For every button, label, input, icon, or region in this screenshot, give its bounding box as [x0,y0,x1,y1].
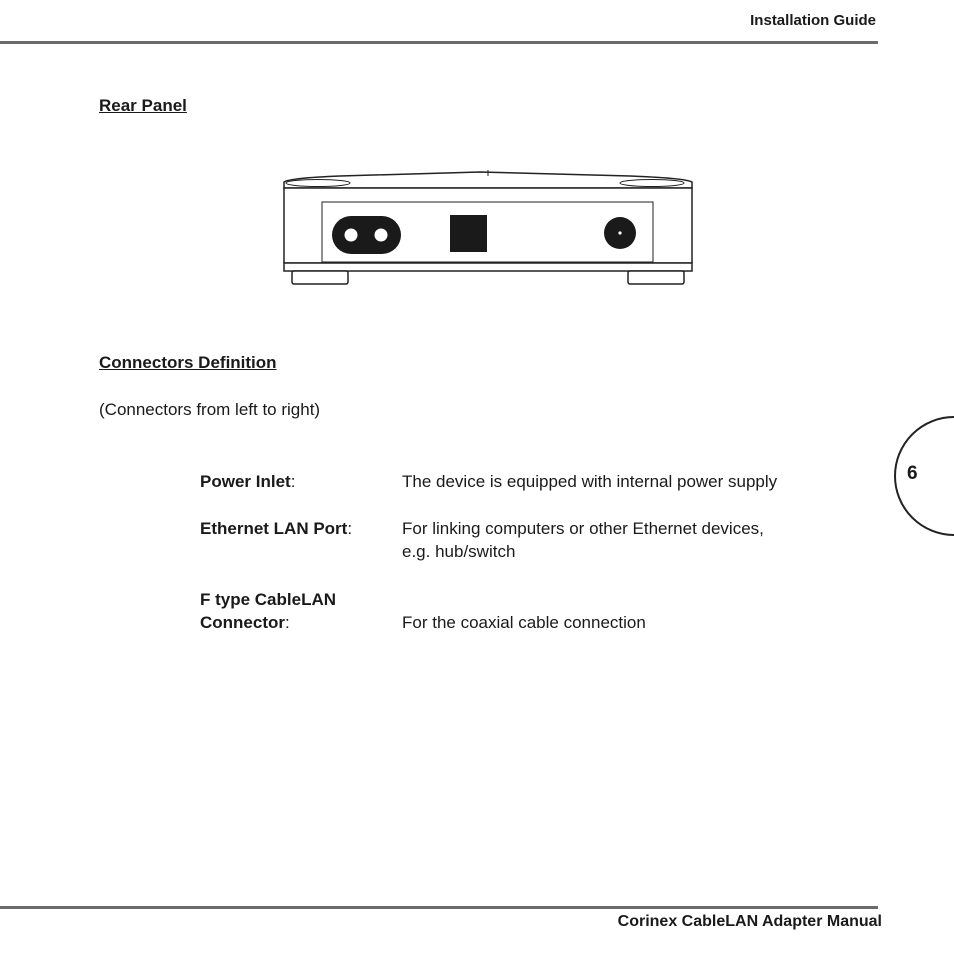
connector-label-ethernet-lan-port: Ethernet LAN Port: [200,519,353,538]
page-number: 6 [907,463,918,484]
power-inlet-icon [332,216,401,254]
footer-divider [0,906,878,909]
header-divider [0,41,878,44]
connector-label-f-type-cablelan: F type CableLAN Connector: [200,590,337,632]
rear-panel-heading: Rear Panel [99,96,187,115]
connector-label-power-inlet: Power Inlet: [200,472,296,491]
rear-panel-figure [280,168,700,295]
connector-description-power-inlet: The device is equipped with internal power supply [402,472,778,491]
connectors-definition-heading: Connectors Definition [99,353,277,372]
ethernet-port-icon [450,215,487,252]
connector-description-ethernet-lan-port: For linking computers or other Ethernet devices, e.g. hub/switch [402,519,764,561]
coax-connector-icon [604,217,636,249]
page-number-tab [894,416,954,536]
device-rear-illustration [280,168,700,290]
running-header: Installation Guide [750,12,876,29]
connector-description-f-type-cablelan: For the coaxial cable connection [402,613,646,632]
running-footer: Corinex CableLAN Adapter Manual [617,913,882,930]
connectors-intro: (Connectors from left to right) [99,400,321,419]
